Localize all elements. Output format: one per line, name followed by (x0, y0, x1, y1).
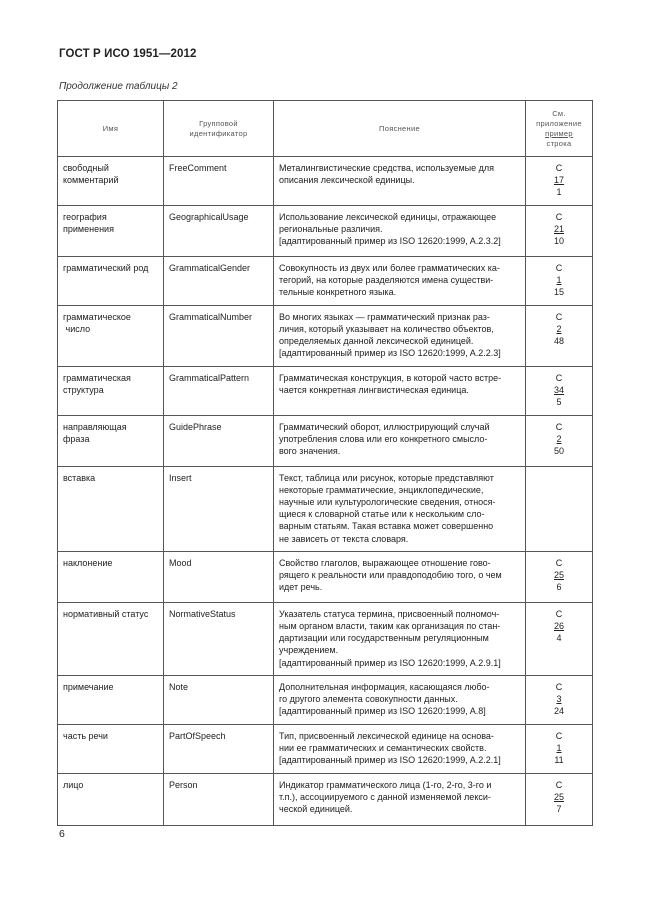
cell-explanation: Тип, присвоенный лексической единице на основа- нии ее грамматических и семантических свойств. [адаптированный пример из ISO 12620:1999, A.2.2.1] (274, 724, 526, 773)
ref-annex: C (555, 372, 563, 383)
cell-identifier: FreeComment (164, 157, 274, 206)
cell-explanation: Во многих языках — грамматический признак раз- личия, который указывает на количество объектов, определяемых данной лексической единицей. [адаптированный пример из ISO 12620:1999, A.2.2.3] (274, 305, 526, 366)
cell-name: наклонение (58, 551, 164, 602)
ref-example-link[interactable]: 1 (556, 743, 562, 754)
ref-annex: C (555, 311, 563, 322)
cell-identifier: GeographicalUsage (164, 205, 274, 256)
ref-line: 1 (556, 187, 562, 198)
cell-name: география применения (58, 205, 164, 256)
ref-line: 10 (553, 236, 564, 247)
document-title: ГОСТ Р ИСО 1951—2012 (59, 48, 197, 60)
ref-example-link[interactable]: 3 (556, 694, 562, 705)
ref-line: 4 (556, 633, 562, 644)
cell-identifier: NormativeStatus (164, 602, 274, 675)
cell-identifier: GrammaticalGender (164, 256, 274, 305)
cell-name: вставка (58, 466, 164, 551)
cell-identifier: GrammaticalNumber (164, 305, 274, 366)
cell-reference (526, 466, 593, 551)
cell-reference (526, 415, 593, 466)
ref-example-link[interactable]: 2 (556, 323, 562, 334)
cell-identifier: GrammaticalPattern (164, 366, 274, 415)
ref-annex: C (555, 421, 563, 432)
cell-identifier: Mood (164, 551, 274, 602)
table-row (58, 602, 593, 675)
ref-annex: C (555, 608, 563, 619)
ref-line: 7 (556, 804, 562, 815)
cell-explanation: Текст, таблица или рисунок, которые представляют некоторые грамматические, энциклопедические, научные или культурологические сведения, относя- щиеся к словарной статье или к нескольким сло- варным статьям. Такая вставка может совершенно не зависеть от текста словаря. (274, 466, 526, 551)
cell-name: нормативный статус (58, 602, 164, 675)
ref-annex: C (555, 163, 563, 173)
ref-annex: C (555, 557, 563, 568)
cell-explanation: Использование лексической единицы, отражающее региональные различия. [адаптированный пример из ISO 12620:1999, A.2.3.2] (274, 205, 526, 256)
cell-identifier: Note (164, 675, 274, 724)
table-row (58, 157, 593, 206)
ref-line: 6 (556, 582, 562, 593)
ref-line: 15 (553, 287, 564, 298)
cell-explanation: Грамматическая конструкция, в которой часто встре- чается конкретная лингвистическая единица. (274, 366, 526, 415)
table-header-row (58, 101, 593, 157)
table-row (58, 466, 593, 551)
table-row (58, 773, 593, 825)
ref-line: 48 (553, 336, 564, 347)
cell-reference (526, 773, 593, 825)
ref-line: 24 (553, 706, 564, 717)
ref-example-link[interactable]: 17 (553, 175, 564, 186)
cell-identifier: PartOfSpeech (164, 724, 274, 773)
ref-line: 50 (553, 446, 564, 457)
cell-reference (526, 602, 593, 675)
cell-name: грамматический род (58, 256, 164, 305)
cell-reference (526, 256, 593, 305)
table-caption: Продолжение таблицы 2 (59, 81, 178, 92)
ref-example-link[interactable]: 25 (553, 570, 564, 581)
cell-name: примечание (58, 675, 164, 724)
cell-name: направляющая фраза (58, 415, 164, 466)
cell-explanation: Совокупность из двух или более грамматических ка- тегорий, на которые разделяются имена существи- тельные конкретного языка. (274, 256, 526, 305)
page-number: 6 (59, 828, 65, 840)
cell-name: грамматическое число (58, 305, 164, 366)
column-header-explanation: Пояснение (274, 101, 526, 157)
cell-identifier: GuidePhrase (164, 415, 274, 466)
cell-identifier: Insert (164, 466, 274, 551)
ref-example-link[interactable]: 34 (553, 384, 564, 395)
cell-explanation: Металингвистические средства, используемые для описания лексической единицы. (274, 157, 526, 206)
column-header-name: Имя (58, 101, 164, 157)
table-row (58, 256, 593, 305)
cell-explanation: Индикатор грамматического лица (1-го, 2-го, 3-го и т.п.), ассоциируемого с данной изменяемой лекси- ческой единицей. (274, 773, 526, 825)
cell-reference (526, 675, 593, 724)
ref-annex: C (555, 681, 563, 692)
ref-annex: C (555, 779, 563, 790)
cell-reference (526, 305, 593, 366)
cell-reference (526, 366, 593, 415)
table-row (58, 551, 593, 602)
column-header-id: Групповой идентификатор (164, 101, 274, 157)
cell-name: свободный комментарий (58, 157, 164, 206)
cell-explanation: Грамматический оборот, иллюстрирующий случай употребления слова или его конкретного смысло- вого значения. (274, 415, 526, 466)
cell-reference (526, 157, 593, 206)
ref-example-link[interactable]: 25 (553, 792, 564, 803)
ref-example-link[interactable]: 26 (553, 621, 564, 632)
ref-line: 11 (554, 755, 564, 766)
cell-explanation: Указатель статуса термина, присвоенный полномоч- ным органом власти, таким как организация по стан- дартизации или государственным регуляционным учреждением. [адаптированный пример из ISO 12620:1999, A.2.9.1] (274, 602, 526, 675)
ref-annex: C (555, 730, 563, 741)
cell-explanation: Дополнительная информация, касающаяся любо- го другого элемента совокупности данных. [адаптированный пример из ISO 12620:1999, A.8] (274, 675, 526, 724)
ref-example-link[interactable]: 2 (556, 433, 562, 444)
cell-reference (526, 551, 593, 602)
ref-example-link[interactable]: 21 (553, 223, 564, 234)
table-row (58, 366, 593, 415)
cell-name: грамматическая структура (58, 366, 164, 415)
table-row (58, 724, 593, 773)
table-row (58, 205, 593, 256)
ref-example-link[interactable]: 1 (556, 274, 562, 285)
cell-name: лицо (58, 773, 164, 825)
cell-reference (526, 205, 593, 256)
cell-name: часть речи (58, 724, 164, 773)
ref-line: 5 (556, 397, 562, 408)
cell-identifier: Person (164, 773, 274, 825)
cell-explanation: Свойство глаголов, выражающее отношение гово- рящего к реальности или правдоподобию того, о чем идет речь. (274, 551, 526, 602)
definitions-table (57, 100, 593, 826)
table-row (58, 675, 593, 724)
table-row (58, 305, 593, 366)
column-header-ref: См. приложение пример строка (526, 101, 593, 157)
cell-reference (526, 724, 593, 773)
ref-annex: C (555, 262, 563, 273)
table-row (58, 415, 593, 466)
ref-annex: C (555, 211, 563, 222)
